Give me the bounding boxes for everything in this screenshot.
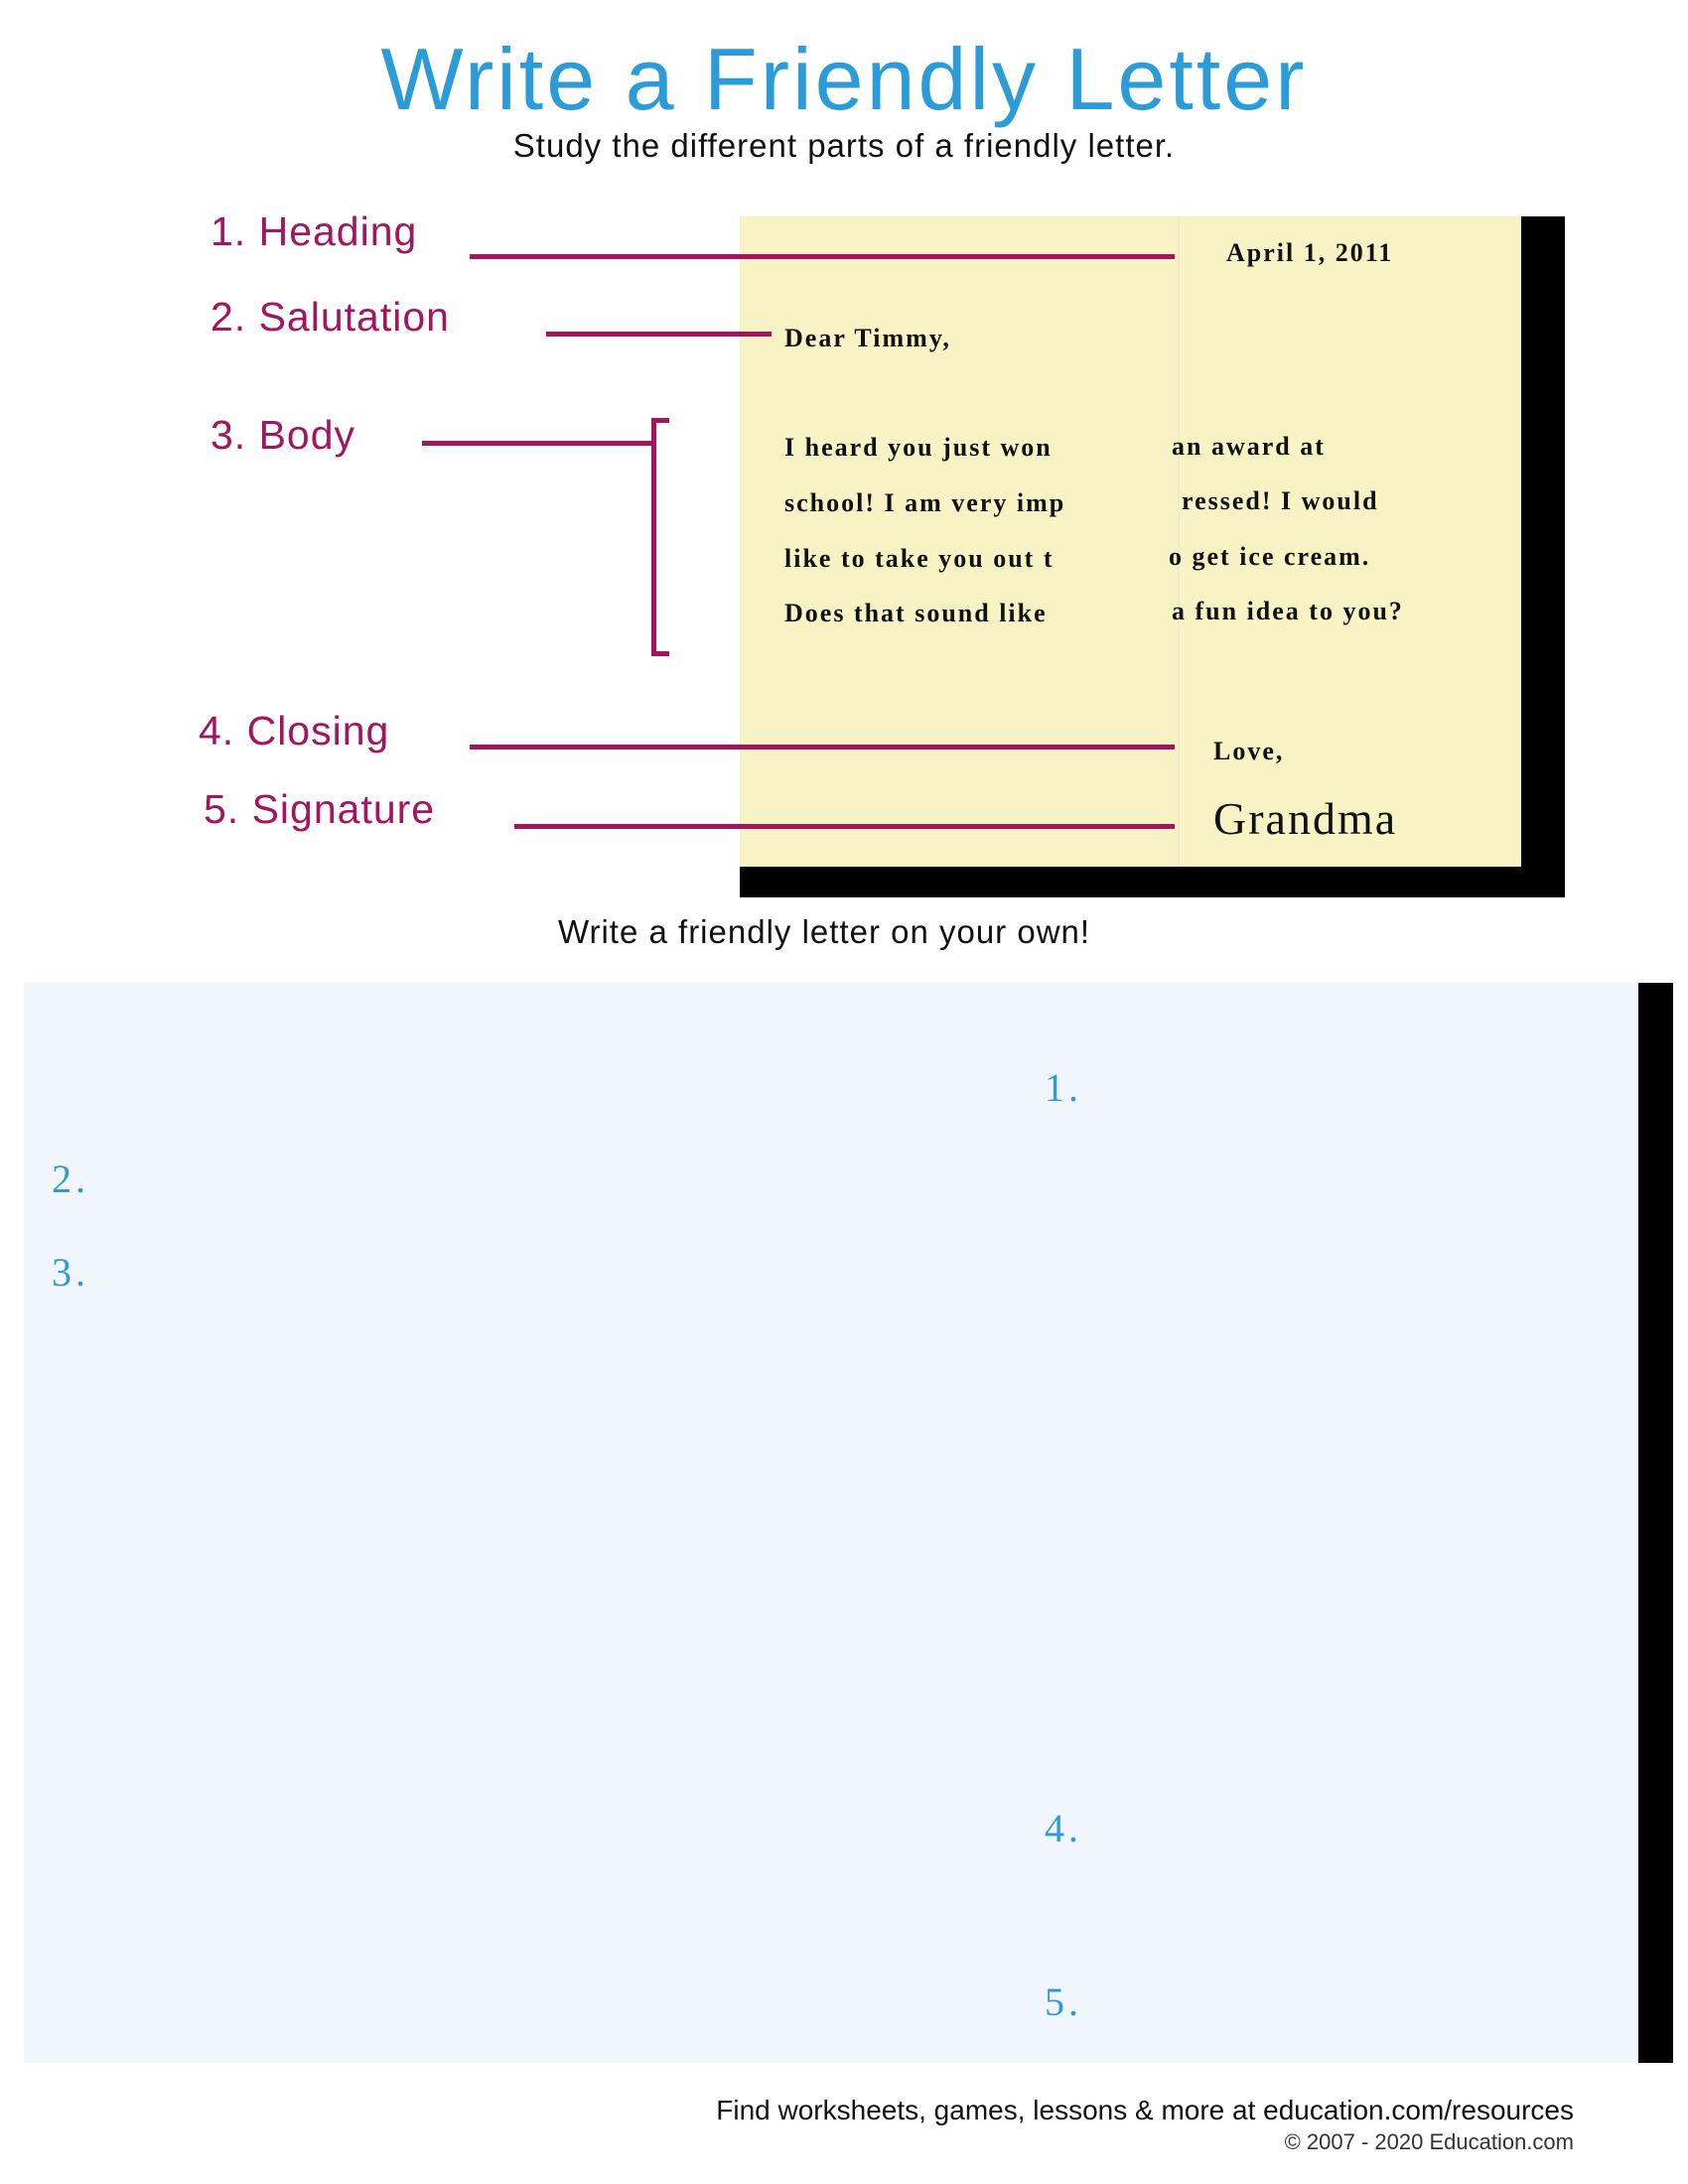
heading-connector-line bbox=[470, 254, 1175, 259]
salutation-connector-line bbox=[546, 332, 772, 337]
letter-date: April 1, 2011 bbox=[1226, 238, 1394, 267]
letter-body-line: ressed! I would bbox=[1182, 486, 1379, 515]
write-number-heading: 1. bbox=[1045, 1065, 1082, 1110]
write-number-salutation: 2. bbox=[52, 1157, 89, 1201]
page-title: Write a Friendly Letter bbox=[380, 30, 1308, 128]
body-bracket-bottom bbox=[651, 651, 669, 656]
write-number-body: 3. bbox=[52, 1250, 89, 1295]
letter-body-line: a fun idea to you? bbox=[1172, 597, 1404, 625]
letter-body-line: an award at bbox=[1172, 432, 1326, 461]
letter-body-line: o get ice cream. bbox=[1169, 542, 1371, 571]
body-connector-line bbox=[422, 441, 653, 446]
body-bracket bbox=[651, 418, 656, 656]
body-bracket-top bbox=[651, 418, 669, 423]
label-closing: 4. Closing bbox=[199, 708, 390, 753]
letter-body-line: I heard you just won bbox=[784, 433, 1053, 462]
footer-link-text[interactable]: Find worksheets, games, lessons & more at education.com/resources bbox=[716, 2095, 1574, 2125]
label-body: 3. Body bbox=[211, 412, 356, 458]
instruction-text: Write a friendly letter on your own! bbox=[557, 913, 1091, 950]
page-subtitle: Study the different parts of a friendly letter. bbox=[512, 127, 1176, 164]
letter-closing: Love, bbox=[1213, 737, 1285, 765]
letter-body-line: like to take you out t bbox=[784, 544, 1055, 573]
writing-area-shadow bbox=[1638, 983, 1673, 2063]
example-letter-paper bbox=[740, 216, 1521, 867]
closing-connector-line bbox=[470, 745, 1175, 750]
footer-copyright: © 2007 - 2020 Education.com bbox=[1284, 2129, 1574, 2154]
letter-body-line: school! I am very imp bbox=[784, 488, 1066, 517]
signature-connector-line bbox=[514, 824, 1175, 829]
letter-shadow-bottom bbox=[740, 867, 1565, 897]
write-number-signature: 5. bbox=[1045, 1979, 1082, 2024]
write-number-closing: 4. bbox=[1045, 1806, 1082, 1850]
letter-signature: Grandma bbox=[1213, 793, 1398, 844]
letter-body-line: Does that sound like bbox=[784, 599, 1048, 627]
label-heading: 1. Heading bbox=[211, 208, 418, 254]
label-salutation: 2. Salutation bbox=[211, 294, 450, 340]
letter-salutation: Dear Timmy, bbox=[784, 324, 951, 352]
letter-shadow-right bbox=[1521, 216, 1565, 867]
letter-writing-area[interactable] bbox=[24, 983, 1638, 2063]
label-signature: 5. Signature bbox=[204, 786, 436, 832]
